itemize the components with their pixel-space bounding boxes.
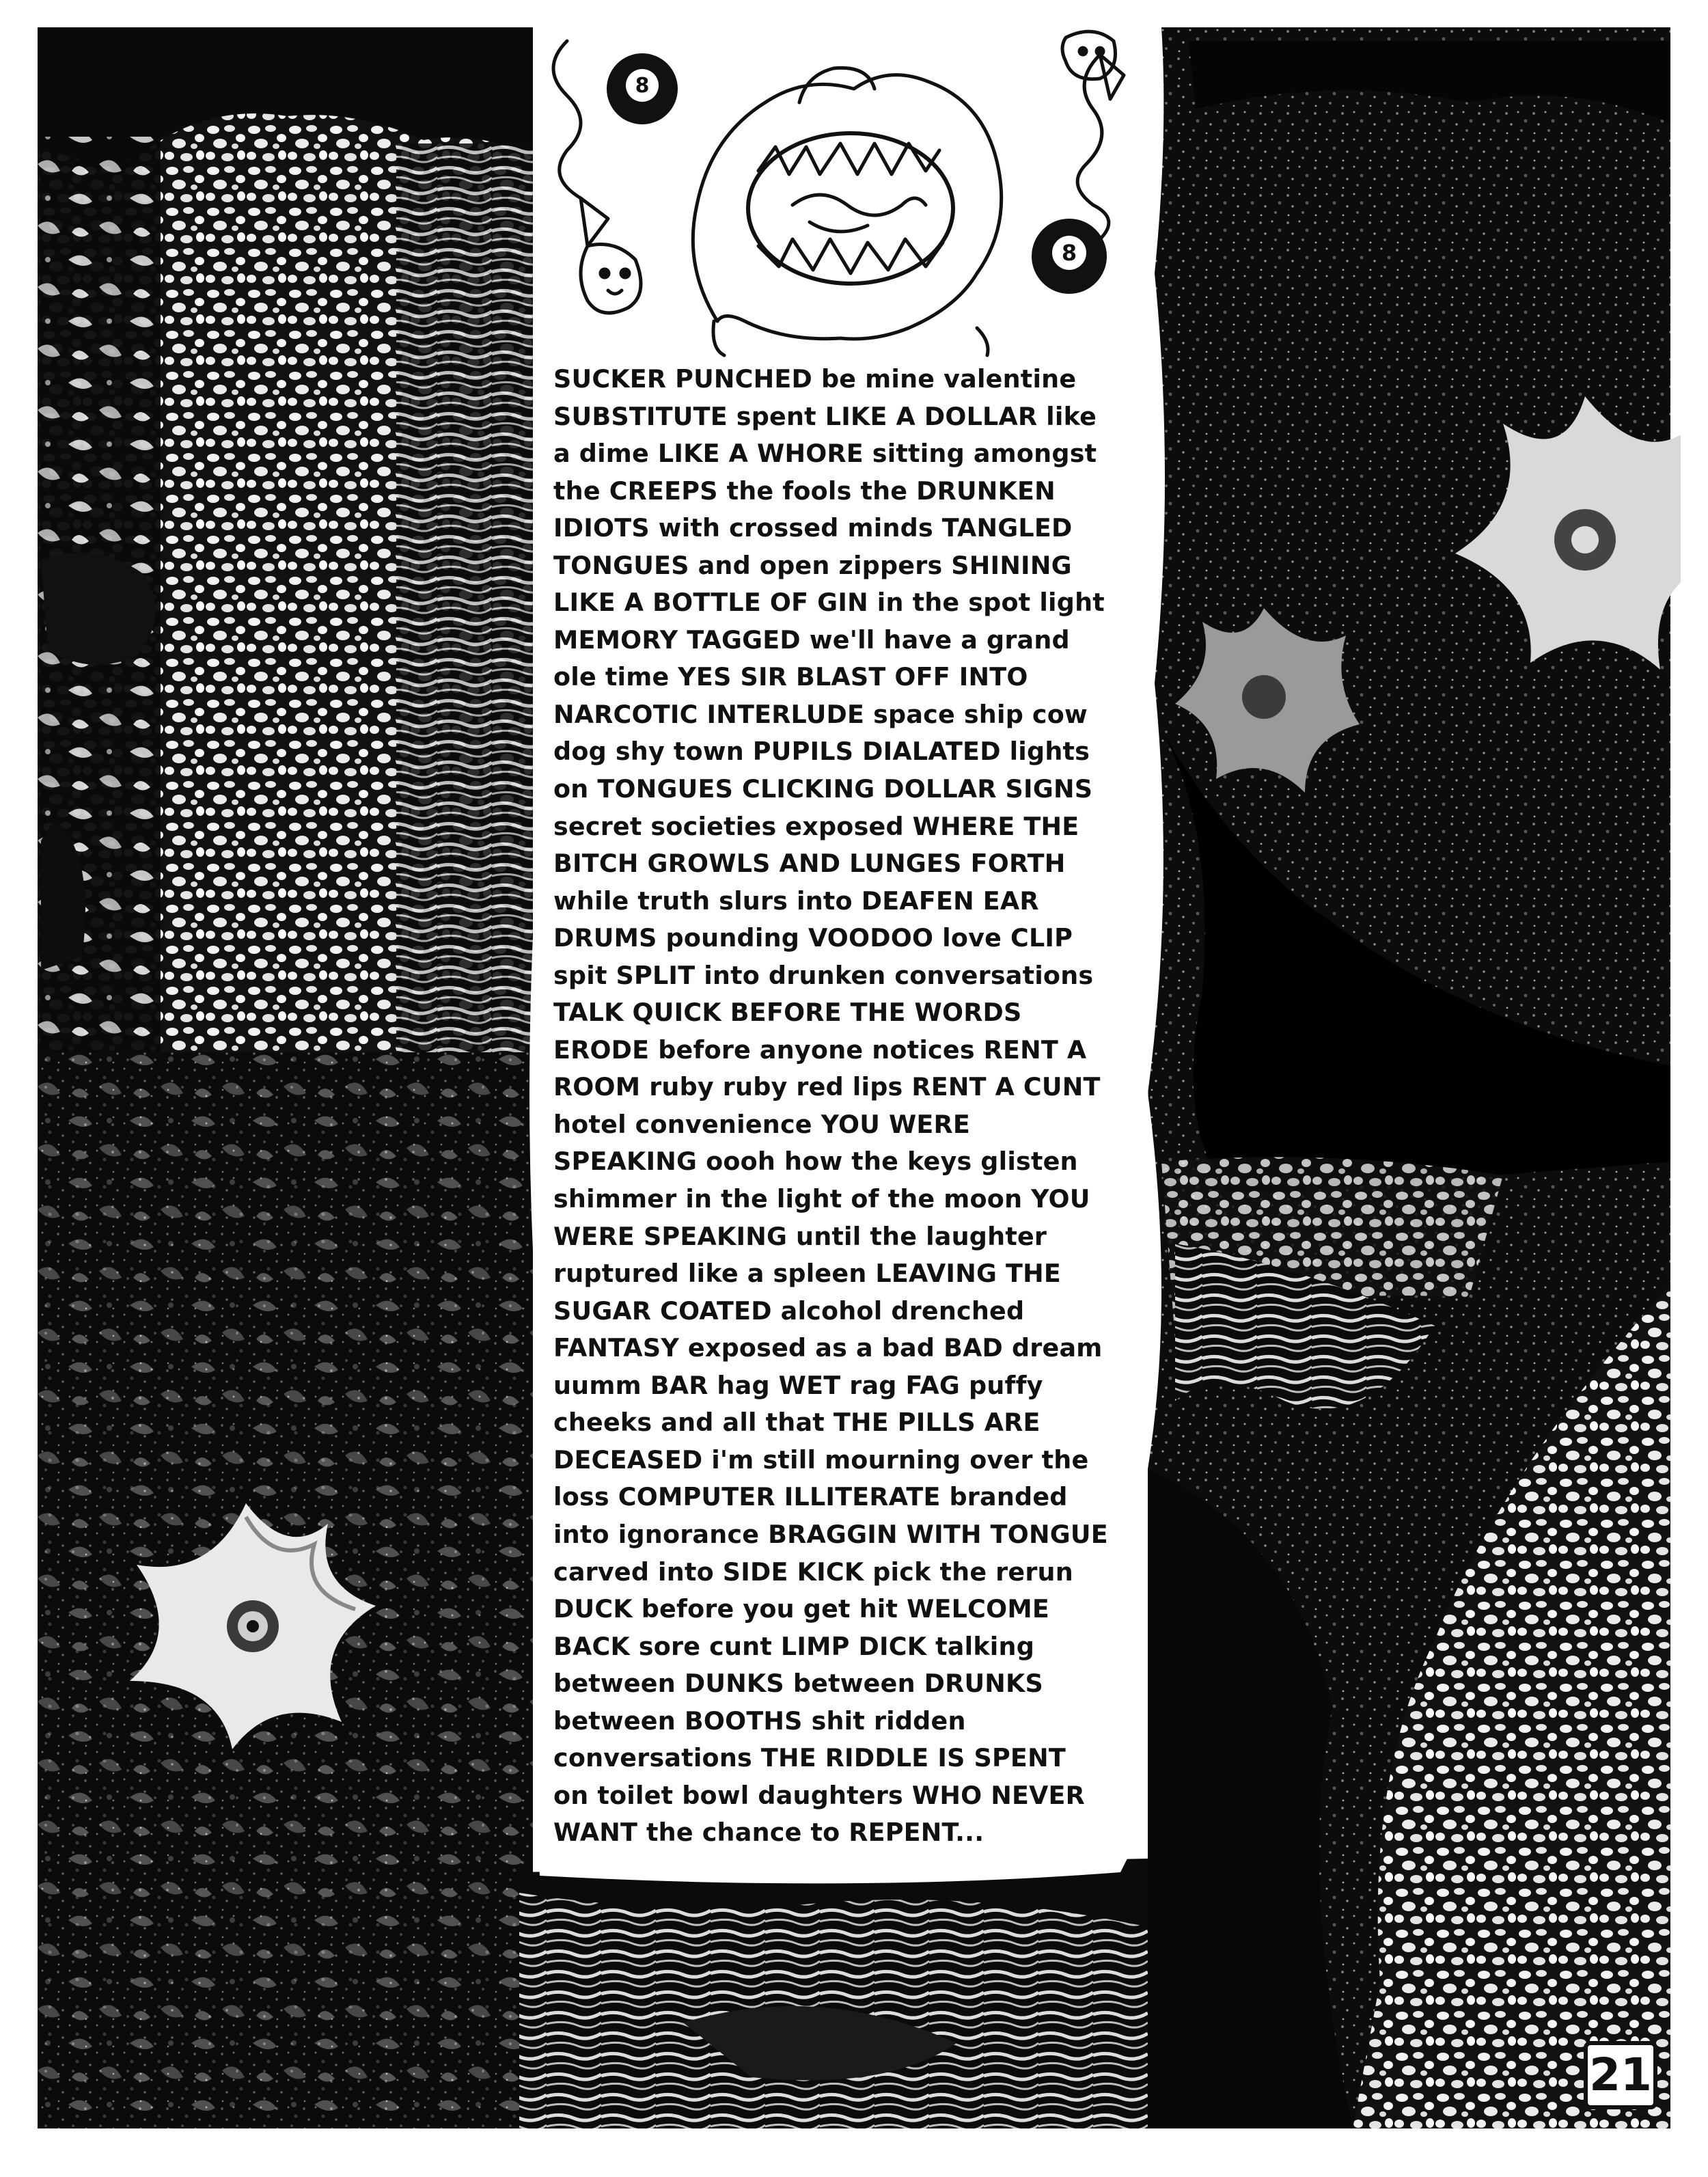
poem-line: a dime LIKE A WHORE sitting amongst bbox=[553, 439, 1097, 469]
poem-line: on toilet bowl daughters WHO NEVER bbox=[553, 1780, 1085, 1810]
poem-line: DUCK before you get hit WELCOME bbox=[553, 1594, 1049, 1624]
ball-left-label: 8 bbox=[635, 74, 650, 98]
poem-line: shimmer in the light of the moon YOU bbox=[553, 1184, 1090, 1214]
poem-line: NARCOTIC INTERLUDE space ship cow bbox=[553, 699, 1088, 729]
ball-right-label: 8 bbox=[1061, 240, 1077, 266]
poem-line: dog shy town PUPILS DIALATED lights bbox=[553, 737, 1090, 767]
poem-line: BITCH GROWLS AND LUNGES FORTH bbox=[553, 849, 1066, 879]
poem-line: DRUMS pounding VOODOO love CLIP bbox=[553, 923, 1073, 953]
page-number: 21 bbox=[1589, 2049, 1652, 2101]
poem-line: hotel convenience YOU WERE bbox=[553, 1109, 970, 1139]
poem-line: TALK QUICK BEFORE THE WORDS bbox=[553, 998, 1022, 1028]
poem-line: SUCKER PUNCHED be mine valentine bbox=[553, 364, 1077, 394]
poem-line: loss COMPUTER ILLITERATE branded bbox=[553, 1482, 1068, 1512]
poem-line: SUGAR COATED alcohol drenched bbox=[553, 1296, 1025, 1326]
poem-line: DECEASED i'm still mourning over the bbox=[553, 1445, 1089, 1475]
poem-text bbox=[553, 361, 1134, 1852]
poem-line: on TONGUES CLICKING DOLLAR SIGNS bbox=[553, 774, 1093, 804]
poem-line: while truth slurs into DEAFEN EAR bbox=[553, 886, 1039, 916]
poem-line: carved into SIDE KICK pick the rerun bbox=[553, 1557, 1073, 1587]
poem-line: ROOM ruby ruby red lips RENT A CUNT bbox=[553, 1072, 1101, 1102]
poem-line: WANT the chance to REPENT... bbox=[553, 1818, 984, 1848]
poem-line: ole time YES SIR BLAST OFF INTO bbox=[553, 662, 1028, 692]
poem-line: FANTASY exposed as a bad BAD dream bbox=[553, 1333, 1103, 1363]
poem-line: ERODE before anyone notices RENT A bbox=[553, 1035, 1087, 1065]
poem-line: ruptured like a spleen LEAVING THE bbox=[553, 1259, 1062, 1289]
poem-line: IDIOTS with crossed minds TANGLED bbox=[553, 513, 1073, 543]
poem-line: into ignorance BRAGGIN WITH TONGUE bbox=[553, 1519, 1108, 1549]
poem-line: SUBSTITUTE spent LIKE A DOLLAR like bbox=[553, 401, 1097, 431]
poem-line: conversations THE RIDDLE IS SPENT bbox=[553, 1743, 1066, 1773]
poem-line: between DUNKS between DRUNKS bbox=[553, 1669, 1044, 1699]
poem-line: uumm BAR hag WET rag FAG puffy bbox=[553, 1370, 1043, 1400]
poem-line: MEMORY TAGGED we'll have a grand bbox=[553, 625, 1070, 655]
poem-line: spit SPLIT into drunken conversations bbox=[553, 960, 1094, 990]
poem-line: the CREEPS the fools the DRUNKEN bbox=[553, 476, 1056, 506]
poem-line: between BOOTHS shit ridden bbox=[553, 1706, 966, 1736]
poem-line: secret societies exposed WHERE THE bbox=[553, 811, 1079, 841]
poem-line: BACK sore cunt LIMP DICK talking bbox=[553, 1631, 1035, 1661]
poem-line: SPEAKING oooh how the keys glisten bbox=[553, 1147, 1078, 1177]
poem-line: LIKE A BOTTLE OF GIN in the spot light bbox=[553, 588, 1105, 618]
poem-line: cheeks and all that THE PILLS ARE bbox=[553, 1408, 1041, 1438]
poem-line: WERE SPEAKING until the laughter bbox=[553, 1221, 1047, 1251]
page-number-box bbox=[1584, 2041, 1657, 2109]
poem-line: TONGUES and open zippers SHINING bbox=[553, 550, 1072, 580]
